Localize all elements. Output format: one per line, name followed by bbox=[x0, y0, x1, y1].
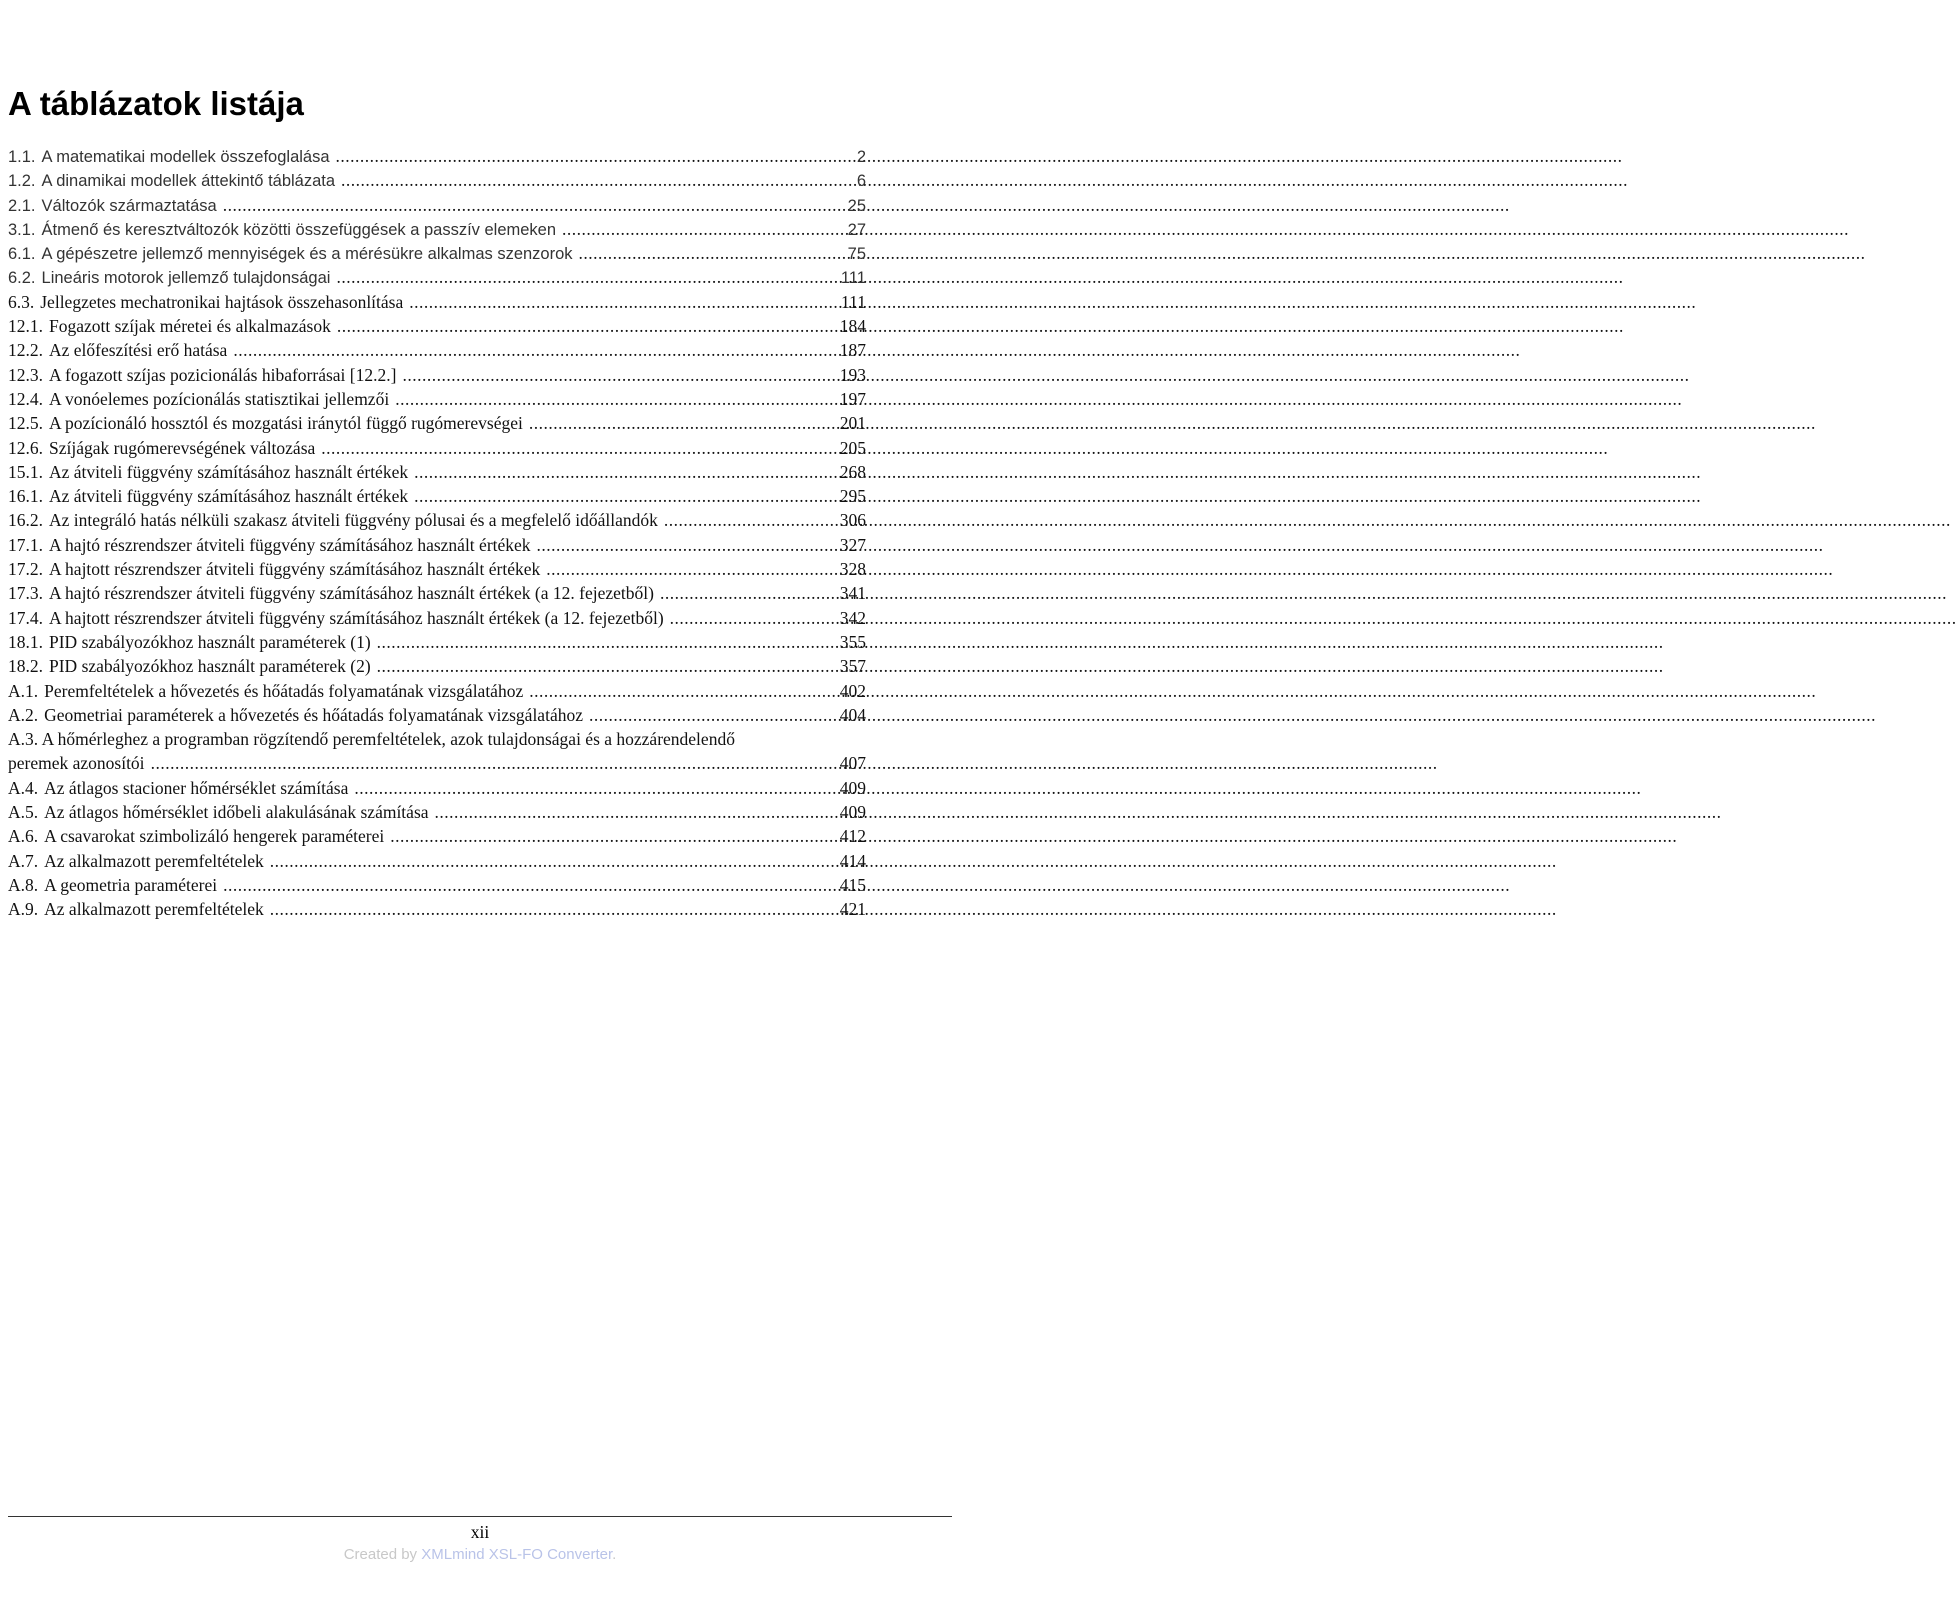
toc-entry-number: 12.2. bbox=[8, 340, 43, 361]
toc-entry-title: A hajtó részrendszer átviteli függvény számításához használt értékek (a 12. fejezetből) bbox=[49, 583, 654, 604]
toc-entry-number: A.3. bbox=[8, 729, 39, 750]
toc-entry-number: 12.5. bbox=[8, 413, 43, 434]
toc-entry-row bbox=[8, 460, 866, 484]
toc-entry-page: 306 bbox=[839, 510, 866, 531]
toc-entry-row bbox=[8, 508, 866, 532]
toc-entry-row bbox=[8, 654, 866, 678]
dot-leader bbox=[435, 800, 820, 824]
toc-entry-number: 6.1. bbox=[8, 245, 36, 264]
toc-entry-page: 342 bbox=[839, 607, 866, 628]
toc-entry[interactable] bbox=[8, 338, 866, 362]
toc-entry-title: Peremfeltételek a hővezetés és hőátadás folyamatának vizsgálatához bbox=[44, 680, 524, 701]
dot-leader bbox=[377, 654, 820, 678]
toc-entry-row bbox=[8, 800, 866, 824]
toc-entry-title: Az alkalmazott peremfeltételek bbox=[44, 899, 264, 920]
toc-entry-page: 184 bbox=[839, 316, 866, 337]
toc-entry-number: 3.1. bbox=[8, 220, 36, 239]
list-of-tables bbox=[8, 144, 866, 922]
toc-entry-page: 402 bbox=[839, 680, 866, 701]
toc-entry-title: A fogazott szíjas pozicionálás hibaforrásai [12.2.] bbox=[49, 364, 397, 385]
toc-entry-row bbox=[8, 436, 866, 460]
toc-entry-title: Átmenő és keresztváltozók közötti összefüggések a passzív elemeken bbox=[41, 220, 557, 239]
dot-leader bbox=[670, 606, 820, 630]
toc-entry-page: 421 bbox=[839, 899, 866, 920]
toc-entry-page: 355 bbox=[839, 631, 866, 652]
toc-entry-page: 193 bbox=[839, 364, 866, 385]
toc-entry[interactable] bbox=[8, 411, 866, 435]
toc-entry-row bbox=[8, 679, 866, 703]
toc-entry-title-continued: peremek azonosítói bbox=[8, 753, 145, 774]
toc-entry-row bbox=[8, 387, 866, 411]
toc-entry-page: 6 bbox=[856, 172, 866, 191]
toc-entry-number: 12.4. bbox=[8, 388, 43, 409]
toc-entry-number: 17.4. bbox=[8, 607, 43, 628]
toc-entry-title: A csavarokat szimbolizáló hengerek paraméterei bbox=[44, 826, 385, 847]
toc-entry[interactable] bbox=[8, 630, 866, 654]
toc-entry-page: 409 bbox=[839, 802, 866, 823]
toc-entry-number: 2.1. bbox=[8, 196, 36, 215]
toc-entry-title: PID szabályozókhoz használt paraméterek (1) bbox=[49, 631, 371, 652]
toc-entry-page: 414 bbox=[839, 850, 866, 871]
dot-leader bbox=[270, 849, 820, 873]
toc-entry-title: A pozícionáló hossztól és mozgatási iránytól függő rugómerevségei bbox=[49, 413, 523, 434]
toc-entry-row bbox=[8, 630, 866, 654]
toc-entry[interactable] bbox=[8, 508, 866, 532]
footer-divider bbox=[8, 1516, 952, 1517]
toc-entry-page: 2 bbox=[856, 148, 866, 166]
toc-entry[interactable] bbox=[8, 800, 866, 824]
toc-entry-page: 407 bbox=[839, 753, 866, 774]
dot-leader bbox=[546, 557, 820, 581]
toc-entry-title: Az átviteli függvény számításához használt értékek bbox=[49, 486, 409, 507]
dot-leader bbox=[395, 387, 820, 411]
toc-entry-title: Jellegzetes mechatronikai hajtások összehasonlítása bbox=[40, 291, 404, 312]
credit-suffix: . bbox=[612, 1546, 617, 1563]
toc-entry-row bbox=[8, 897, 866, 921]
toc-entry-page: 201 bbox=[839, 413, 866, 434]
toc-entry-title: Szíjágak rugómerevségének változása bbox=[49, 437, 316, 458]
toc-entry-title: Az átlagos hőmérséklet időbeli alakulásának számítása bbox=[44, 802, 429, 823]
toc-entry-title: A hajtó részrendszer átviteli függvény számításához használt értékek bbox=[49, 534, 531, 555]
dot-leader bbox=[337, 314, 820, 338]
toc-entry-number: 17.3. bbox=[8, 583, 43, 604]
toc-entry-number: A.9. bbox=[8, 899, 39, 920]
toc-entry-title: PID szabályozókhoz használt paraméterek (2) bbox=[49, 656, 371, 677]
toc-entry-row bbox=[8, 824, 866, 848]
toc-entry[interactable] bbox=[8, 314, 866, 338]
toc-entry-row bbox=[8, 265, 866, 289]
dot-leader bbox=[354, 776, 820, 800]
toc-entry-title: Geometriai paraméterek a hővezetés és hőátadás folyamatának vizsgálatához bbox=[44, 704, 583, 725]
toc-entry-page: 341 bbox=[839, 583, 866, 604]
dot-leader bbox=[529, 411, 820, 435]
toc-entry[interactable] bbox=[8, 824, 866, 848]
toc-entry-number: A.4. bbox=[8, 777, 39, 798]
toc-entry[interactable] bbox=[8, 679, 866, 703]
toc-entry[interactable] bbox=[8, 436, 866, 460]
toc-entry[interactable] bbox=[8, 193, 866, 217]
toc-entry-number: A.2. bbox=[8, 704, 39, 725]
toc-entry-title: Az alkalmazott peremfeltételek bbox=[44, 850, 264, 871]
toc-entry-number: A.7. bbox=[8, 850, 39, 871]
toc-entry-row bbox=[8, 314, 866, 338]
toc-entry-title: A gépészetre jellemző mennyiségek és a mérésükre alkalmas szenzorok bbox=[41, 245, 573, 264]
dot-leader bbox=[336, 265, 820, 289]
toc-entry-title: Az előfeszítési erő hatása bbox=[49, 340, 228, 361]
toc-entry-page: 197 bbox=[839, 388, 866, 409]
toc-entry-number: 6.2. bbox=[8, 269, 36, 288]
toc-entry-row bbox=[8, 606, 866, 630]
page-title: A táblázatok listája bbox=[8, 85, 304, 122]
toc-entry[interactable] bbox=[8, 776, 866, 800]
dot-leader bbox=[270, 897, 820, 921]
toc-entry-row bbox=[8, 873, 866, 897]
toc-entry-row bbox=[8, 557, 866, 581]
credit-prefix: Created by bbox=[343, 1546, 422, 1563]
toc-entry[interactable] bbox=[8, 897, 866, 921]
toc-entry-number: 16.2. bbox=[8, 510, 43, 531]
toc-entry-number: 1.1. bbox=[8, 148, 36, 166]
toc-entry[interactable] bbox=[8, 168, 866, 192]
toc-entry-page: 295 bbox=[839, 486, 866, 507]
toc-entry[interactable] bbox=[8, 557, 866, 581]
toc-entry[interactable] bbox=[8, 387, 866, 411]
toc-entry-title: A hajtott részrendszer átviteli függvény számításához használt értékek (a 12. fejezetből) bbox=[49, 607, 664, 628]
toc-entry[interactable] bbox=[8, 849, 866, 873]
dot-leader bbox=[537, 533, 820, 557]
footer-credit bbox=[0, 1546, 960, 1563]
toc-entry-row bbox=[8, 217, 866, 241]
toc-entry-number: 18.2. bbox=[8, 656, 43, 677]
toc-entry-number: 15.1. bbox=[8, 461, 43, 482]
toc-entry[interactable] bbox=[8, 533, 866, 557]
toc-entry-number: 17.2. bbox=[8, 559, 43, 580]
toc-entry-page: 328 bbox=[839, 559, 866, 580]
toc-entry-row bbox=[8, 703, 866, 727]
toc-entry[interactable] bbox=[8, 873, 866, 897]
toc-entry-row bbox=[8, 484, 866, 508]
toc-entry-row bbox=[8, 533, 866, 557]
toc-entry-row bbox=[8, 241, 866, 265]
toc-entry-row bbox=[8, 363, 866, 387]
toc-entry-first-line bbox=[8, 727, 866, 751]
toc-entry-row bbox=[8, 581, 866, 605]
toc-entry-page: 205 bbox=[839, 437, 866, 458]
toc-entry-title: Lineáris motorok jellemző tulajdonságai bbox=[41, 269, 331, 288]
toc-entry[interactable] bbox=[8, 727, 866, 776]
toc-entry[interactable] bbox=[8, 654, 866, 678]
toc-entry-number: A.6. bbox=[8, 826, 39, 847]
toc-entry-row bbox=[8, 144, 866, 168]
toc-entry[interactable] bbox=[8, 144, 866, 168]
toc-entry-title: Fogazott szíjak méretei és alkalmazások bbox=[49, 316, 331, 337]
dot-leader bbox=[414, 484, 820, 508]
toc-entry-number: 17.1. bbox=[8, 534, 43, 555]
dot-leader bbox=[321, 436, 820, 460]
dot-leader bbox=[223, 873, 820, 897]
dot-leader bbox=[664, 508, 820, 532]
toc-entry-page: 27 bbox=[847, 220, 866, 239]
toc-entry[interactable] bbox=[8, 290, 866, 314]
toc-entry-page: 187 bbox=[839, 340, 866, 361]
toc-entry-title: A vonóelemes pozícionálás statisztikai jellemzői bbox=[49, 388, 390, 409]
dot-leader bbox=[414, 460, 820, 484]
toc-entry[interactable] bbox=[8, 581, 866, 605]
toc-entry-page: 75 bbox=[847, 245, 866, 264]
toc-entry-title: A hajtott részrendszer átviteli függvény számításához használt értékek bbox=[49, 559, 541, 580]
toc-entry-number: A.1. bbox=[8, 680, 39, 701]
toc-entry-row bbox=[8, 776, 866, 800]
toc-entry[interactable] bbox=[8, 241, 866, 265]
toc-entry-title: Változók származtatása bbox=[41, 196, 217, 215]
toc-entry[interactable] bbox=[8, 363, 866, 387]
toc-entry-row bbox=[8, 751, 866, 775]
dot-leader bbox=[579, 241, 820, 265]
toc-entry[interactable] bbox=[8, 265, 866, 289]
dot-leader bbox=[151, 751, 820, 775]
toc-entry-row bbox=[8, 411, 866, 435]
toc-entry-number: 1.2. bbox=[8, 172, 36, 191]
toc-entry-row bbox=[8, 849, 866, 873]
toc-entry-number: 16.1. bbox=[8, 486, 43, 507]
toc-entry-number: 12.6. bbox=[8, 437, 43, 458]
toc-entry-page: 327 bbox=[839, 534, 866, 555]
toc-entry-row bbox=[8, 338, 866, 362]
toc-entry-page: 412 bbox=[839, 826, 866, 847]
page-number: xii bbox=[470, 1522, 490, 1542]
toc-entry[interactable] bbox=[8, 460, 866, 484]
dot-leader bbox=[223, 193, 820, 217]
toc-entry[interactable] bbox=[8, 703, 866, 727]
toc-entry[interactable] bbox=[8, 484, 866, 508]
toc-entry-row bbox=[8, 290, 866, 314]
toc-entry-page: 404 bbox=[839, 704, 866, 725]
toc-entry-number: A.8. bbox=[8, 874, 39, 895]
toc-entry-page: 111 bbox=[841, 291, 866, 312]
dot-leader bbox=[233, 338, 820, 362]
toc-entry-page: 357 bbox=[839, 656, 866, 677]
dot-leader bbox=[409, 290, 820, 314]
toc-entry-number: 6.3. bbox=[8, 291, 35, 312]
dot-leader bbox=[589, 703, 820, 727]
dot-leader bbox=[660, 581, 820, 605]
toc-entry[interactable] bbox=[8, 217, 866, 241]
toc-entry-number: 12.3. bbox=[8, 364, 43, 385]
toc-entry-title: A hőmérleghez a programban rögzítendő peremfeltételek, azok tulajdonságai és a hozzárendelendő bbox=[41, 729, 735, 750]
toc-entry-title: Az integráló hatás nélküli szakasz átviteli függvény pólusai és a megfelelő időállandók bbox=[49, 510, 658, 531]
toc-entry[interactable] bbox=[8, 606, 866, 630]
toc-entry-page: 25 bbox=[847, 196, 866, 215]
dot-leader bbox=[336, 144, 820, 168]
dot-leader bbox=[562, 217, 820, 241]
toc-entry-row bbox=[8, 193, 866, 217]
dot-leader bbox=[529, 679, 820, 703]
dot-leader bbox=[390, 824, 820, 848]
toc-entry-title: A matematikai modellek összefoglalása bbox=[41, 148, 330, 166]
toc-entry-number: A.5. bbox=[8, 802, 39, 823]
toc-entry-title: A dinamikai modellek áttekintő táblázata bbox=[41, 172, 336, 191]
dot-leader bbox=[341, 168, 820, 192]
toc-entry-page: 409 bbox=[839, 777, 866, 798]
toc-entry-page: 415 bbox=[839, 874, 866, 895]
toc-entry-page: 111 bbox=[840, 269, 866, 288]
toc-entry-title: A geometria paraméterei bbox=[44, 874, 218, 895]
dot-leader bbox=[402, 363, 820, 387]
credit-brand-link[interactable]: XMLmind XSL-FO Converter bbox=[421, 1546, 613, 1563]
toc-entry-page: 268 bbox=[839, 461, 866, 482]
toc-entry-number: 18.1. bbox=[8, 631, 43, 652]
toc-entry-number: 12.1. bbox=[8, 316, 43, 337]
toc-entry-title: Az átviteli függvény számításához használt értékek bbox=[49, 461, 409, 482]
toc-entry-row bbox=[8, 168, 866, 192]
dot-leader bbox=[377, 630, 820, 654]
toc-entry-title: Az átlagos stacioner hőmérséklet számítása bbox=[44, 777, 349, 798]
